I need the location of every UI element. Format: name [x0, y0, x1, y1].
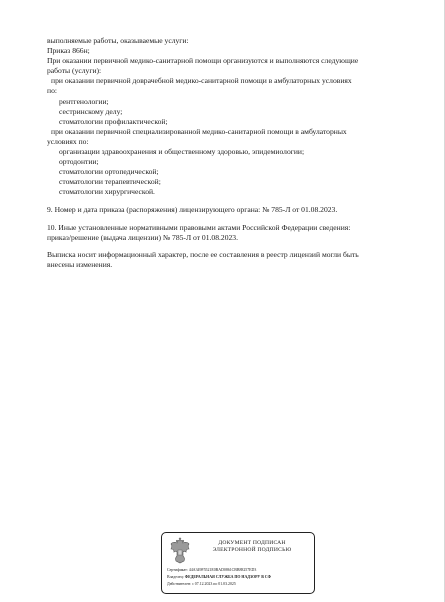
document-body: [47, 36, 419, 270]
document-line: при оказании первичной специализированной медико-санитарной помощи в амбулаторных: [51, 126, 347, 136]
stamp-validity: Действителен: с 07.12.2023 по 01.03.2025: [167, 582, 236, 586]
services-list: [47, 36, 419, 198]
document-line: стоматологии терапевтической;: [59, 177, 161, 187]
document-line: организации здравоохранения и общественному здоровью, эпидемиологии;: [59, 147, 305, 157]
stamp-owner: Владелец: ФЕДЕРАЛЬНАЯ СЛУЖБА ПО НАДЗОРУ В СФ: [167, 575, 271, 579]
document-line: условиях по:: [47, 136, 89, 146]
document-line: работы (услуги):: [47, 66, 102, 76]
document-line: рентгенологии;: [59, 96, 109, 106]
disclaimer-line2: внесены изменения.: [47, 260, 113, 270]
document-line: стоматологии профилактической;: [59, 116, 168, 126]
document-line: Приказ 866н;: [47, 46, 90, 56]
stamp-certificate: Сертификат: 44A349F5521E0BAD0861CBB88257ED3: [167, 568, 257, 572]
document-line: сестринскому делу;: [59, 106, 123, 116]
order-number-item: 9. Номер и дата приказа (распоряжения) лицензирующего органа: № 785-Л от 01.08.2023.: [47, 205, 338, 214]
russian-coat-of-arms-icon: [168, 537, 192, 565]
document-line: ортодонтии;: [59, 157, 99, 167]
other-info-item-line1: 10. Иные установленные нормативными правовыми актами Российской Федерации сведения:: [47, 222, 351, 232]
document-line: При оказании первичной медико-санитарной помощи организуются и выполняются следующие: [47, 56, 359, 66]
document-line: по:: [47, 86, 57, 96]
document-line: выполняемые работы, оказываемые услуги:: [47, 36, 189, 45]
document-line: стоматологии хирургической.: [59, 187, 155, 197]
other-info-item-line2: приказ/решение (выдача лицензии) № 785-Л от 01.08.2023.: [47, 232, 238, 242]
stamp-title: ДОКУМЕНТ ПОДПИСАН ЭЛЕКТРОННОЙ ПОДПИСЬЮ: [212, 540, 292, 553]
disclaimer-line1: Выписка носит информационный характер, после ее составления в реестр лицензий могли быть: [47, 250, 359, 260]
document-line: стоматологии ортопедической;: [59, 167, 159, 177]
electronic-signature-stamp: [161, 532, 315, 594]
document-line: при оказании первичной доврачебной медико-санитарной помощи в амбулаторных условиях: [51, 76, 352, 86]
